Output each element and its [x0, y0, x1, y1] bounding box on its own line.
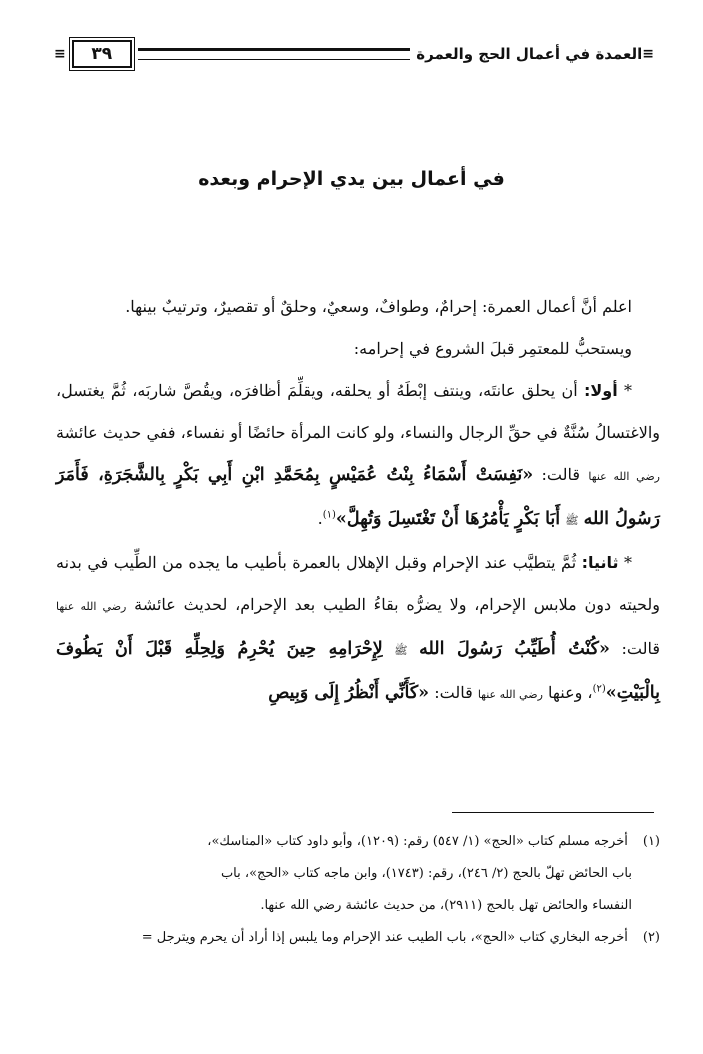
footnote-1-line-2: باب الحائض تهلّ بالحج (٢/ ٢٤٦)، رقم: (١٧٤٣)، وابن ماجه كتاب «الحج»، باب: [220, 866, 632, 881]
honorific-prophet: ﷺ: [394, 644, 408, 657]
said-text: قالت:: [541, 465, 581, 484]
body-text: [56, 286, 660, 716]
footnote-text: أخرجه البخاري كتاب «الحج»، باب الطيب عند الإحرام وما يلبس إذا أراد أن يحرم ويترجل =: [141, 930, 628, 945]
hadith-quote-end: أَبَا بَكْرٍ يَأْمُرُهَا أَنْ تَغْتَسِلَ وَتُهِلَّ»: [335, 509, 561, 529]
paragraph-3: [56, 370, 660, 542]
honorific: رضي الله عنها: [56, 600, 127, 613]
honorific-prophet: ﷺ: [565, 514, 579, 527]
hadith-quote-end: لِإِحْرَامِهِ حِينَ يُحْرِمُ وَلِحِلِّهِ قَبْلَ أَنْ يَطُوفَ بِالْبَيْتِ»: [56, 639, 660, 703]
paragraph-2: ويستحبُّ للمعتمِر قبلَ الشروع في إحرامه:: [353, 339, 632, 358]
running-title: العمدة في أعمال الحج والعمرة: [416, 45, 643, 63]
hadith-quote: «نَفِسَتْ أَسْمَاءُ بِنْتُ عُمَيْسٍ بِمُحَمَّدِ ابْنِ أَبِي بَكْرٍ بِالشَّجَرَةِ، فَأَمَرَ رَسُولُ الله: [56, 465, 660, 529]
connector-text: ، وعنها: [547, 683, 593, 702]
footnote-2: [56, 922, 660, 954]
paragraph-text: أن يحلق عانتَه، وينتف إبْطَهُ أو يحلقه، ويقلِّمَ أظافرَه، ويقُصَّ شاربَه، ثُمَّ يغتسل، والاغتسالُ سُنَّةٌ في حقِّ الرجال والنساء، ولو كانت المرأة حائضًا أو نفساء، ففي حديث عائشة: [56, 381, 660, 442]
footnote-1: [56, 826, 660, 858]
hadith-quote: «كُنْتُ أُطَيِّبُ رَسُولَ الله: [419, 639, 610, 659]
star-marker: *: [624, 553, 632, 572]
header-mark: ≡: [642, 46, 654, 62]
footnote-number: (٢): [642, 930, 660, 945]
paragraph-text: ثُمَّ يتطيَّب عند الإحرام وقبل الإهلال بالعمرة بأطيب ما يجده من الطِّيب في بدنه ولحيته دون ملابس الإحرام، ولا يضرُّه بقاءُ الطيب بعد الإحرام، لحديث عائشة: [56, 553, 660, 614]
point-label: ثانيا:: [581, 553, 619, 572]
footnote-divider: [452, 812, 654, 813]
footnote-ref-2[interactable]: (٢): [592, 683, 606, 695]
honorific: رضي الله عنها: [588, 470, 660, 483]
header-rule: [138, 48, 411, 60]
header-mark-left: ≡: [54, 46, 66, 62]
footnote-number: (١): [642, 834, 660, 849]
footnotes: [56, 826, 660, 954]
footnote-ref-1[interactable]: (١): [322, 509, 336, 521]
honorific: رضي الله عنها: [477, 688, 543, 701]
said-text: قالت:: [434, 683, 473, 702]
page-header: [54, 38, 654, 70]
section-title: في أعمال بين يدي الإحرام وبعده: [198, 168, 505, 190]
paragraph-1: اعلم أنَّ أعمال العمرة: إحرامٌ، وطوافٌ، وسعيٌ، وحلقٌ أو تقصيرٌ، وترتيبٌ بينها.: [125, 297, 632, 316]
period: .: [317, 509, 323, 528]
footnote-1-line-3: النفساء والحائض تهل بالحج (٢٩١١)، من حديث عائشة رضي الله عنها.: [260, 898, 632, 913]
paragraph-4: [56, 542, 660, 716]
page-number: ٣٩: [72, 40, 132, 68]
hadith-quote: «كَأَنِّي أَنْظُرُ إِلَى وَبِيصِ: [268, 683, 430, 703]
point-label: أولا:: [583, 381, 618, 400]
star-marker: *: [624, 381, 632, 400]
footnote-text: أخرجه مسلم كتاب «الحج» (١/ ٥٤٧) رقم: (١٢٠٩)، وأبو داود كتاب «المناسك»،: [207, 834, 628, 849]
said-text: قالت:: [621, 639, 661, 658]
